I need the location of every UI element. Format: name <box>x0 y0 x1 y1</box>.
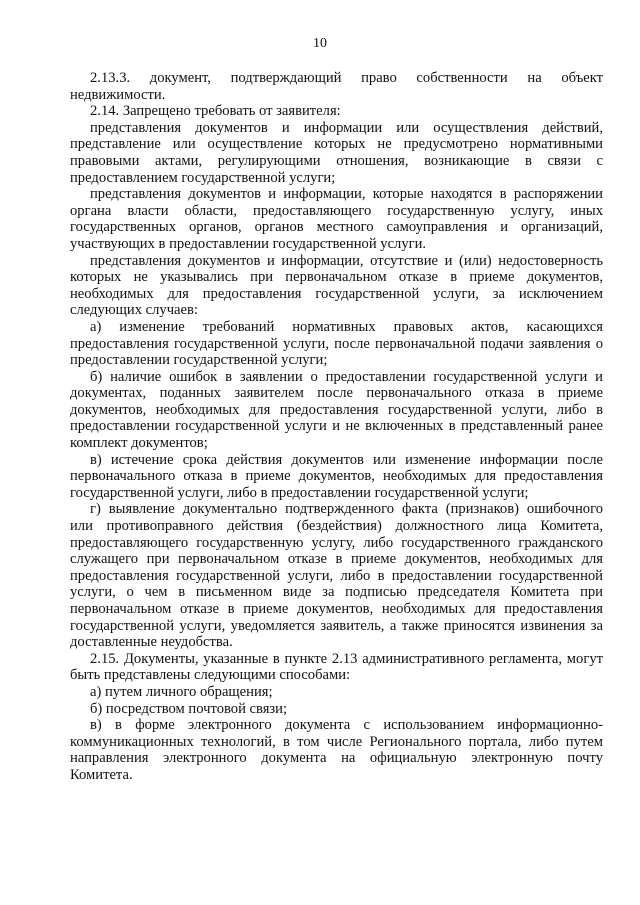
paragraph-2-15-method-b: б) посредством почтовой связи; <box>90 700 288 717</box>
document-body <box>70 70 603 784</box>
paragraph-2-14-item-2: представления документов и информации, которые находятся в распоряжении органа власти области, предоставляющего государственную услугу, иных государственных органов, органов местного самоуправления и организаций, участвующих в предоставлении государственной услуги. <box>70 186 603 252</box>
paragraph-exception-g: г) выявление документально подтвержденного факта (признаков) ошибочного или противоправного действия (бездействия) должностного лица Комитета, предоставляющего государственную услугу, либо государственного гражданского служащего при первоначальном отказе в приеме документов, необходимых для предоставления государственной услуги, либо в предоставлении государственной услуги, о чем в письменном виде за подписью председателя Комитета при первоначальном отказе в приеме документов, необходимых для предоставления государственной услуги, уведомляется заявитель, а также приносятся извинения за доставленные неудобства. <box>70 501 603 651</box>
paragraph-2-13-3: 2.13.3. документ, подтверждающий право собственности на объект недвижимости. <box>70 70 603 103</box>
paragraph-2-14: 2.14. Запрещено требовать от заявителя: <box>90 103 341 120</box>
paragraph-2-14-item-1: представления документов и информации или осуществления действий, представление или осуществление которых не предусмотрено нормативными правовыми актами, регулирующими отношения, возникающие в связи с предоставлением государственной услуги; <box>70 119 603 186</box>
paragraph-exception-b: б) наличие ошибок в заявлении о предоставлении государственной услуги и документах, поданных заявителем после первоначального отказа в приеме документов, необходимых для предоставления государственной услуги, либо в предоставлении государственной услуги и не включенных в представленный ранее комплект документов; <box>70 368 603 452</box>
paragraph-2-14-item-3: представления документов и информации, отсутствие и (или) недостоверность которых не указывались при первоначальном отказе в приеме документов, необходимых для предоставления государственной услуги, за исключением следующих случаев: <box>70 252 603 319</box>
paragraph-exception-a: а) изменение требований нормативных правовых актов, касающихся предоставления государственной услуги, после первоначальной подачи заявления о предоставлении государственной услуги; <box>70 318 603 369</box>
paragraph-exception-v: в) истечение срока действия документов или изменение информации после первоначального отказа в приеме документов, необходимых для предоставления государственной услуги, либо в предоставлении государственной услуги; <box>70 451 603 501</box>
paragraph-2-15-method-a: а) путем личного обращения; <box>90 683 273 700</box>
paragraph-2-15: 2.15. Документы, указанные в пункте 2.13 административного регламента, могут быть представлены следующими способами: <box>70 650 603 684</box>
paragraph-2-15-method-v: в) в форме электронного документа с использованием информационно-коммуникационных технологий, в том числе Регионального портала, либо путем направления электронного документа на официальную электронную почту Комитета. <box>70 717 603 783</box>
page-number: 10 <box>313 36 327 51</box>
